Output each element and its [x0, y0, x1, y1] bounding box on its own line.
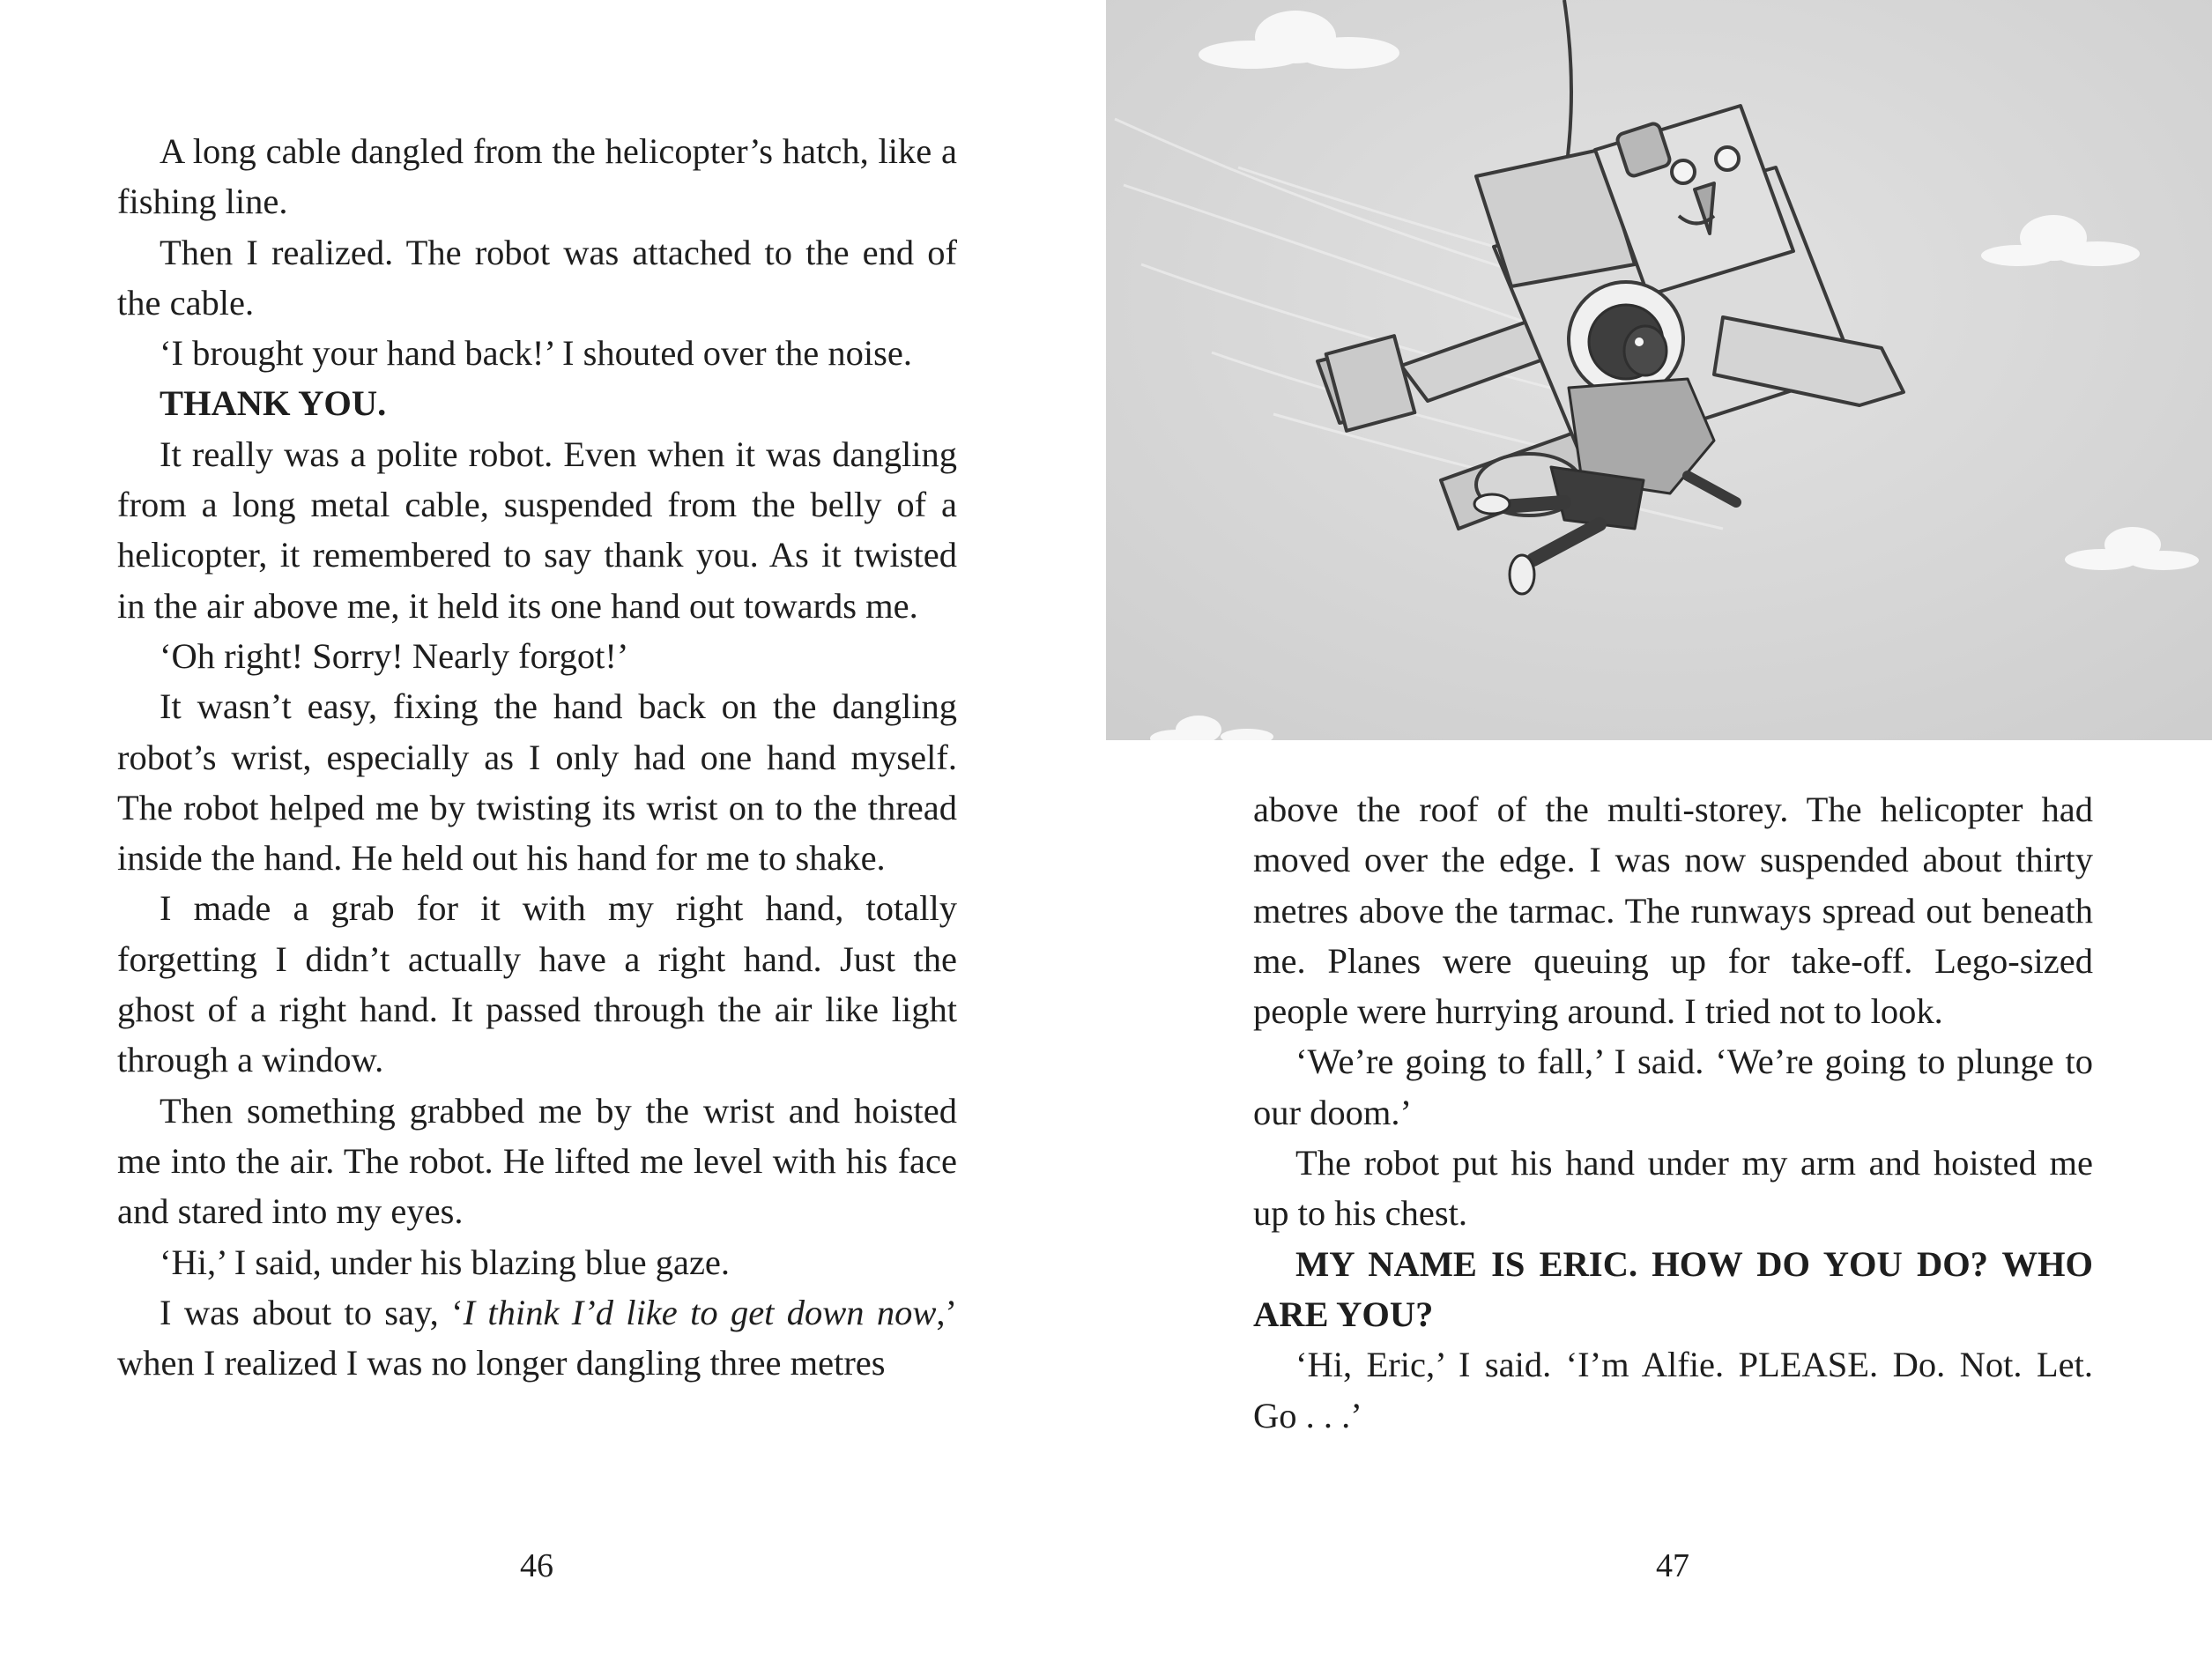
left-page-text — [117, 126, 957, 1388]
illustration-drawing — [1106, 0, 2212, 740]
italic-thought: I think I’d like to get down now — [463, 1292, 937, 1332]
robot-speech: THANK YOU. — [160, 383, 387, 424]
page-number: 47 — [1656, 1547, 1689, 1584]
paragraph: ‘I brought your hand back!’ I shouted over the noise. — [160, 333, 913, 374]
robot-speech: MY NAME IS ERIC. HOW DO YOU DO? WHO ARE YOU? — [1253, 1243, 2093, 1334]
paragraph: ‘Oh right! Sorry! Nearly forgot!’ — [160, 635, 629, 676]
text-run: ,’ when I realized I was no longer dangling three metres — [117, 1292, 957, 1383]
text-run: I was about to say, ‘ — [160, 1292, 464, 1332]
paragraph: The robot put his hand under my arm and hoisted me up to his chest. — [1253, 1143, 2093, 1234]
paragraph-with-italic — [117, 1287, 957, 1389]
illustration-robot-and-boy — [1106, 0, 2212, 740]
paragraph: ‘Hi,’ I said, under his blazing blue gaze. — [160, 1242, 731, 1282]
paragraph: ‘We’re going to fall,’ I said. ‘We’re going to plunge to our doom.’ — [1253, 1042, 2093, 1132]
paragraph: above the roof of the multi-storey. The helicopter had moved over the edge. I was now suspended about thirty metres above the tarmac. The runways spread out beneath me. Planes were queuing up for take-off. Lego-sized people were hurrying around. I tried not to look. — [1253, 790, 2093, 1032]
paragraph: I made a grab for it with my right hand, totally forgetting I didn’t actually have a right hand. Just the ghost of a right hand. It passed through the air like light through a window. — [117, 888, 957, 1080]
paragraph: Then I realized. The robot was attached to the end of the cable. — [117, 232, 957, 323]
paragraph: ‘Hi, Eric,’ I said. ‘I’m Alfie. PLEASE. Do. Not. Let. Go . . .’ — [1253, 1345, 2093, 1435]
paragraph: Then something grabbed me by the wrist and hoisted me into the air. The robot. He lifted me level with his face and stared into my eyes. — [117, 1090, 957, 1232]
right-page-text — [1253, 784, 2093, 1441]
paragraph: A long cable dangled from the helicopter’s hatch, like a fishing line. — [117, 131, 957, 222]
paragraph: It wasn’t easy, fixing the hand back on the dangling robot’s wrist, especially as I only had one hand myself. The robot helped me by twisting its wrist on to the thread inside the hand. He held out his hand for me to shake. — [117, 686, 957, 879]
right-page — [1106, 0, 2212, 1676]
paragraph: It really was a polite robot. Even when it was dangling from a long metal cable, suspended from the belly of a helicopter, it remembered to say thank you. As it twisted in the air above me, it held its one hand out towards me. — [117, 434, 957, 626]
page-number: 46 — [520, 1547, 553, 1584]
